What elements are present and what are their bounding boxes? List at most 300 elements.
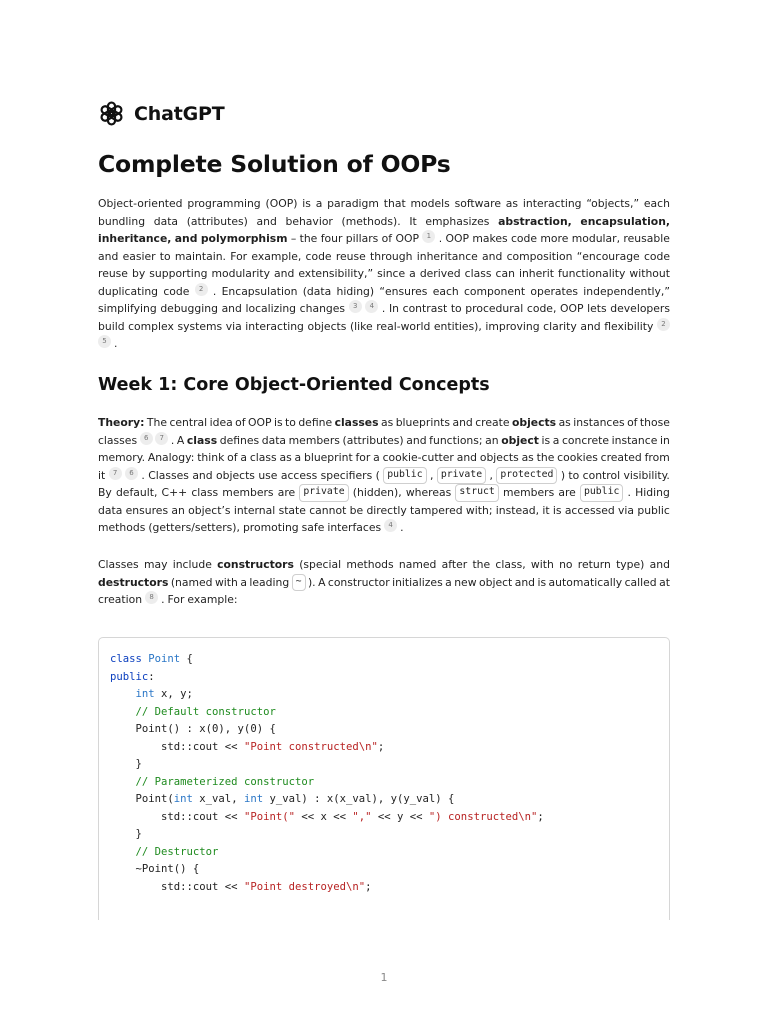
word: (hidden), <box>352 486 402 499</box>
word: specifiers <box>320 468 373 482</box>
word: OOP <box>395 232 419 245</box>
word: easier <box>122 249 156 263</box>
word: new <box>454 575 477 589</box>
word: and <box>256 214 277 228</box>
word: as <box>521 451 534 464</box>
code-line <box>110 861 669 879</box>
word: to <box>568 468 580 482</box>
word: and <box>482 249 503 263</box>
word: . <box>114 337 118 350</box>
word: example, <box>251 249 302 263</box>
word: software <box>454 197 501 210</box>
word: and <box>406 433 427 447</box>
text-line <box>98 519 670 537</box>
word: makes <box>472 232 508 245</box>
text-line <box>98 265 670 283</box>
code-token: std::cout << <box>110 740 244 753</box>
word: code <box>511 232 538 245</box>
word: cookies <box>557 451 598 464</box>
word: improving <box>485 319 540 333</box>
word: OOP <box>445 232 469 245</box>
word: control <box>582 468 621 482</box>
word: without <box>629 267 670 280</box>
word: public <box>637 503 670 517</box>
bold-text: polymorphism <box>200 232 288 245</box>
word: is <box>541 433 551 447</box>
word: extensibility,” <box>298 267 374 280</box>
word: a <box>294 451 302 464</box>
word: (attributes) <box>186 214 248 228</box>
word: instead, <box>495 503 540 517</box>
bold-text: and <box>174 232 198 245</box>
bold-text: constructors <box>217 558 294 571</box>
word: the <box>536 451 555 464</box>
word: class <box>191 486 219 499</box>
text-line <box>98 318 670 336</box>
word: class <box>464 267 492 280</box>
code-token: public <box>110 670 149 683</box>
code-token: std::cout << <box>110 880 244 893</box>
word: a <box>409 267 416 280</box>
word: methods <box>346 558 394 571</box>
code-token: x, y; <box>154 688 193 700</box>
page-title: Complete Solution of OOPs <box>98 150 451 178</box>
brand <box>98 100 224 127</box>
word: inherit <box>518 267 554 280</box>
word: operates <box>530 284 579 298</box>
word: composition <box>506 249 573 263</box>
word: code <box>163 284 190 298</box>
word: a <box>315 197 323 210</box>
word: are <box>277 486 296 499</box>
word: By <box>98 486 112 499</box>
word: tampered <box>410 503 463 517</box>
code-line <box>110 774 669 792</box>
word: and <box>452 416 473 429</box>
word: automatically <box>548 575 623 589</box>
word: may <box>143 558 168 571</box>
word: can <box>495 267 515 280</box>
word: of <box>627 416 638 429</box>
code-line <box>110 791 669 809</box>
word: return <box>577 558 611 571</box>
word: It <box>409 214 417 228</box>
word: and <box>98 249 119 263</box>
word: a <box>373 451 380 464</box>
text-line <box>98 449 670 467</box>
word: to <box>450 302 462 315</box>
word: . <box>141 468 145 482</box>
code-token: : <box>148 670 155 683</box>
word: (like <box>349 319 373 333</box>
word: visibility. <box>623 468 670 482</box>
word: ). <box>307 575 316 589</box>
word: leading <box>249 575 290 589</box>
code-token: ; <box>537 810 544 823</box>
word: Hiding <box>635 486 670 499</box>
word: since <box>377 267 406 280</box>
word: ( <box>375 468 380 482</box>
word: cannot <box>309 503 347 517</box>
word: (named <box>170 575 213 589</box>
word: . <box>438 232 443 245</box>
word: and <box>649 558 670 571</box>
code-line <box>110 826 669 844</box>
code-token: class <box>110 653 142 665</box>
word: functions; <box>429 433 483 447</box>
bold-text: classes <box>334 416 379 429</box>
word: procedural <box>465 302 524 315</box>
text-line <box>98 574 670 592</box>
word: are <box>558 486 576 499</box>
word: Encapsulation <box>221 284 298 298</box>
word: no <box>559 558 573 571</box>
code-token: "Point constructed\n" <box>243 740 378 753</box>
word: modular, <box>571 232 621 245</box>
code-line <box>110 669 669 687</box>
code-token: // Destructor <box>135 845 219 858</box>
code-token: // Default constructor <box>135 705 276 718</box>
word: reusable <box>623 232 670 245</box>
word: code, <box>526 302 557 315</box>
code-line <box>110 739 669 757</box>
word: clarity <box>543 319 577 333</box>
bold-text: object <box>501 433 539 447</box>
code-line <box>110 809 669 827</box>
citation-marker[interactable]: 4 <box>384 519 397 532</box>
word: and <box>456 451 478 464</box>
word: that <box>383 197 406 210</box>
word: (methods). <box>341 214 401 228</box>
word: creation <box>98 593 143 606</box>
word: OOP <box>248 416 272 429</box>
bold-text: encapsulation, <box>580 214 670 228</box>
text-line <box>98 195 670 213</box>
word: is <box>537 575 547 589</box>
word: interacting <box>522 197 582 210</box>
code-line <box>110 651 669 669</box>
code-block <box>98 637 670 920</box>
word: cookie-cutter <box>382 451 454 464</box>
word: simplifying <box>98 302 157 315</box>
code-token: << y << <box>371 810 429 823</box>
word: as <box>558 416 571 429</box>
word: changes <box>299 302 346 315</box>
word: each <box>432 284 459 298</box>
code-token: Point <box>148 653 181 665</box>
text-line <box>98 467 670 485</box>
word: as <box>279 451 292 464</box>
word: C++ <box>161 486 188 499</box>
word: independently,” <box>583 284 670 298</box>
word: created <box>600 451 642 464</box>
word: duplicating <box>98 284 159 298</box>
word: more <box>540 232 569 245</box>
word: methods <box>98 521 146 534</box>
word: , <box>489 468 493 482</box>
word: (attributes) <box>342 433 404 447</box>
word: , <box>429 468 434 482</box>
bold-text: Theory: <box>98 416 145 429</box>
word: “objects,” <box>586 197 640 210</box>
constructors-paragraph <box>98 556 670 609</box>
citation-marker[interactable]: 7 <box>155 432 168 445</box>
code-token: } <box>110 828 142 840</box>
code-token: << x << <box>294 810 353 823</box>
word: use <box>258 468 278 482</box>
text-line <box>98 335 670 353</box>
word: an <box>485 433 499 447</box>
word: internal <box>233 503 276 517</box>
word: by <box>132 267 146 280</box>
page-number: 1 <box>380 971 388 984</box>
code-token: int <box>135 688 155 700</box>
citation-marker[interactable]: 7 <box>109 467 122 480</box>
word: class, <box>495 558 526 571</box>
inline-code: struct <box>455 484 498 502</box>
word: via <box>225 319 242 333</box>
word: complex <box>128 319 174 333</box>
word: data <box>153 214 179 228</box>
text-line <box>98 283 670 301</box>
word: debugging <box>160 302 218 315</box>
word: lets <box>587 302 607 315</box>
word: of <box>227 451 238 464</box>
code-line <box>110 756 669 774</box>
word: “ensures <box>379 284 428 298</box>
word: ensures <box>125 503 169 517</box>
word: state <box>278 503 306 517</box>
code-content <box>99 638 669 896</box>
word: as <box>381 416 394 429</box>
word: . <box>212 284 217 298</box>
word: as <box>505 197 519 210</box>
word: . <box>170 433 175 447</box>
citation-marker[interactable]: 2 <box>195 283 208 296</box>
code-token: // Parameterized constructor <box>135 775 315 788</box>
word: and <box>514 575 536 589</box>
word: think <box>197 451 225 464</box>
word: to <box>159 249 171 263</box>
text-line <box>98 502 670 520</box>
word: (data <box>302 284 332 298</box>
word: (getters/setters), <box>148 521 240 534</box>
word: an <box>171 503 185 517</box>
bold-text: objects <box>511 416 557 429</box>
word: is <box>273 416 283 429</box>
word: blueprints <box>395 416 451 429</box>
word: inheritance <box>416 249 478 263</box>
word: and <box>274 267 295 280</box>
word: . <box>627 486 631 499</box>
word: hiding) <box>336 284 375 298</box>
text-line <box>98 432 670 450</box>
text-line <box>98 230 670 248</box>
word: instances <box>573 416 625 429</box>
word: The <box>146 416 168 429</box>
code-token <box>110 846 136 858</box>
word: via <box>618 503 635 517</box>
word: include <box>172 558 212 571</box>
citation-marker[interactable]: 8 <box>145 591 158 604</box>
word: maintain. <box>174 249 226 263</box>
code-token: ~Point() { <box>110 863 200 875</box>
word: . <box>400 521 404 534</box>
word: supporting <box>149 267 208 280</box>
word: of <box>235 416 246 429</box>
week1-heading: Week 1: Core Object-Oriented Concepts <box>98 375 490 395</box>
text-line <box>98 300 670 318</box>
word: for <box>355 451 371 464</box>
word: In <box>388 302 400 315</box>
citation-marker[interactable]: 4 <box>365 300 378 313</box>
theory-paragraph <box>98 414 670 537</box>
inline-code: public <box>383 467 426 485</box>
code-token: x_val, <box>192 793 244 805</box>
code-token: Point() : x(0), y(0) { <box>110 723 276 735</box>
word: promoting <box>242 521 299 534</box>
word: blueprint <box>303 451 353 464</box>
word: members <box>288 433 340 447</box>
word: For <box>167 593 185 606</box>
word: . <box>161 593 165 606</box>
word: class <box>249 451 277 464</box>
word: behavior <box>285 214 333 228</box>
word: defines <box>219 433 260 447</box>
code-line <box>110 686 669 704</box>
word: object’s <box>188 503 231 517</box>
chatgpt-logo-icon <box>98 100 125 127</box>
word: initializes <box>392 575 443 589</box>
word: is <box>552 503 562 517</box>
word: data <box>261 433 287 447</box>
word: pillars <box>345 232 379 245</box>
word: programming <box>187 197 261 210</box>
word: localizing <box>245 302 297 315</box>
word: with; <box>465 503 493 517</box>
code-line <box>110 844 669 862</box>
word: safe <box>301 521 325 534</box>
code-token: } <box>110 758 142 770</box>
word: interacting <box>245 319 304 333</box>
code-token: y_val) : x(x_val), y(y_val) { <box>263 793 455 805</box>
word: and <box>192 468 213 482</box>
text-line <box>98 414 670 432</box>
inline-code: ~ <box>292 574 306 592</box>
citation-marker[interactable]: 6 <box>140 432 153 445</box>
word: models <box>410 197 450 210</box>
code-token: "Point(" <box>243 810 295 823</box>
code-token <box>110 776 136 788</box>
word: it <box>542 503 550 517</box>
word: reuse <box>98 267 128 280</box>
word: emphasizes <box>425 214 490 228</box>
bold-text: destructors <box>98 575 169 589</box>
word: the <box>299 232 318 245</box>
word: Classes <box>148 468 189 482</box>
citation-marker[interactable]: 2 <box>657 318 670 331</box>
text-line <box>98 213 670 231</box>
word: objects <box>307 319 347 333</box>
word: derived <box>419 267 461 280</box>
word: create <box>475 416 510 429</box>
word: systems <box>177 319 223 333</box>
inline-code: protected <box>496 467 557 485</box>
word: a <box>552 433 560 447</box>
word: from <box>644 451 670 464</box>
brand-name: ChatGPT <box>134 102 225 125</box>
word: with <box>530 558 554 571</box>
word: Analogy: <box>147 451 195 464</box>
word: four <box>320 232 343 245</box>
word: entities), <box>433 319 482 333</box>
code-line <box>110 721 669 739</box>
text-line <box>98 248 670 266</box>
word: a <box>240 575 247 589</box>
word: it <box>98 468 106 482</box>
citation-marker[interactable]: 3 <box>349 300 362 313</box>
word: objects <box>216 468 255 482</box>
word: functionality <box>558 267 626 280</box>
code-token: "," <box>352 810 372 823</box>
word: of <box>381 232 393 245</box>
word: the <box>472 558 491 571</box>
word: flexibility <box>604 319 654 333</box>
code-token <box>110 706 136 718</box>
word: define <box>298 416 333 429</box>
inline-code: private <box>299 484 348 502</box>
citation-marker[interactable]: 5 <box>98 335 111 348</box>
word: and <box>221 302 242 315</box>
citation-marker[interactable]: 6 <box>125 467 138 480</box>
word: each <box>643 197 670 210</box>
word: constructor <box>327 575 390 589</box>
word: real-world <box>376 319 431 333</box>
word: code <box>643 249 670 263</box>
word: paradigm <box>327 197 379 210</box>
word: those <box>639 416 670 429</box>
word: interfaces <box>327 521 382 534</box>
word: members <box>222 486 274 499</box>
word: . <box>381 302 386 315</box>
word: For <box>230 249 248 263</box>
word: Classes <box>98 558 139 571</box>
word: contrast <box>402 302 448 315</box>
code-token: int <box>243 793 264 805</box>
word: instance <box>611 433 658 447</box>
word: – <box>290 232 297 245</box>
citation-marker[interactable]: 1 <box>422 230 435 243</box>
code-token: ; <box>377 740 385 753</box>
word: after <box>441 558 468 571</box>
word: A <box>318 575 326 589</box>
word: memory. <box>98 451 146 464</box>
word: through <box>370 249 413 263</box>
word: accessed <box>564 503 615 517</box>
word: be <box>349 503 364 517</box>
text-line <box>98 556 670 574</box>
word: A <box>176 433 185 447</box>
bold-text: inheritance, <box>98 232 172 245</box>
code-token: int <box>173 793 193 805</box>
bold-text: abstraction, <box>498 214 572 228</box>
word: code <box>305 249 332 263</box>
word: component <box>464 284 526 298</box>
word: whereas <box>405 486 452 499</box>
word: called <box>624 575 657 589</box>
inline-code: private <box>437 467 486 485</box>
word: Object-oriented <box>98 197 183 210</box>
